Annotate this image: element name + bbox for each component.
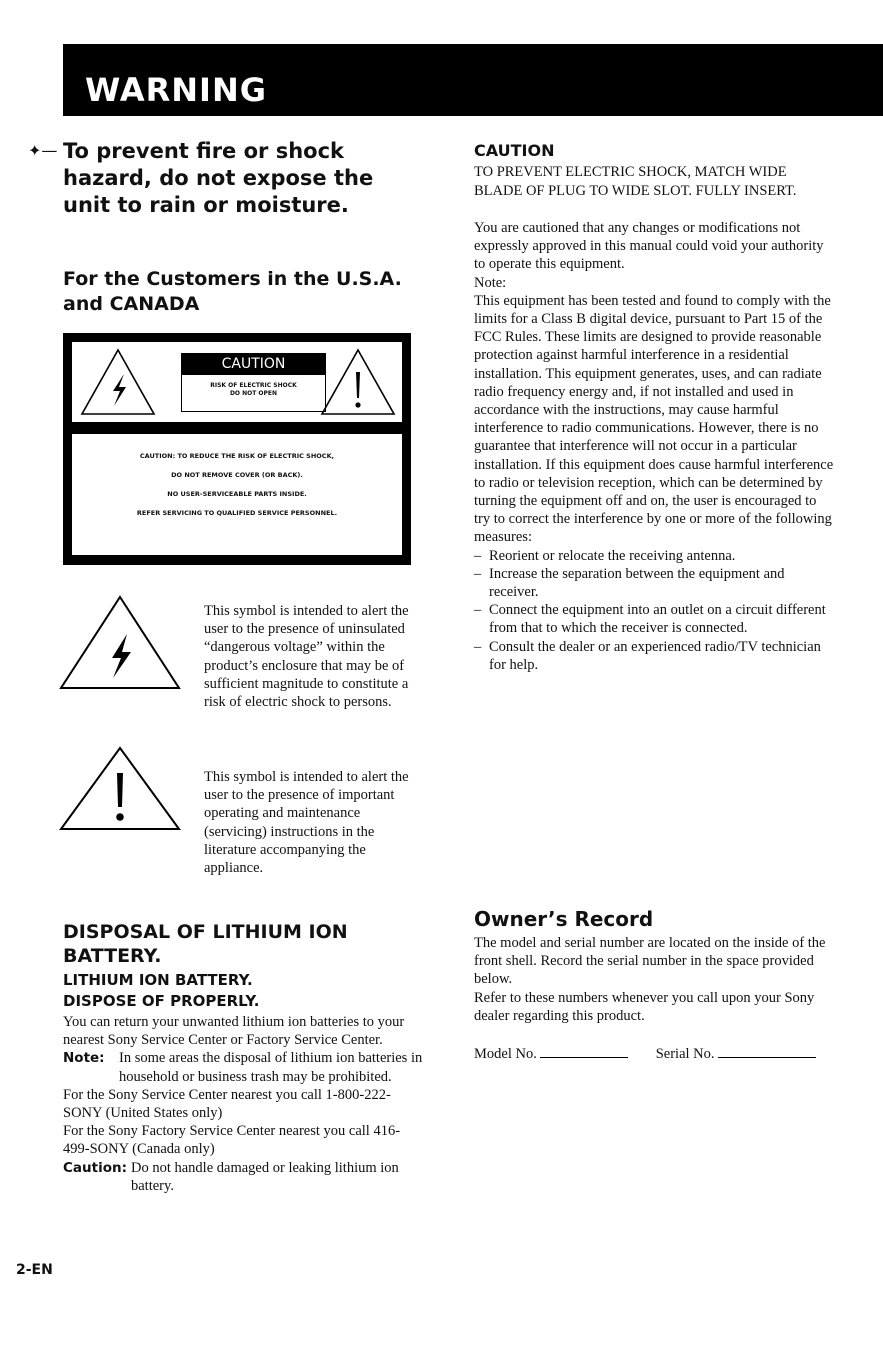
caution-caps-text: TO PREVENT ELECTRIC SHOCK, MATCH WIDE BLADE OF PLUG TO WIDE SLOT. FULLY INSERT.	[474, 164, 797, 199]
caution-label-sub2: DO NOT OPEN	[229, 390, 278, 397]
disposal-note	[63, 1049, 423, 1085]
caution-heading: CAUTION	[474, 141, 555, 160]
disposal-para: You can return your unwanted lithium ion batteries to your nearest Sony Service Center or Factory Service Center.	[63, 1014, 405, 1049]
lightning-symbol-icon	[57, 594, 183, 692]
main-warning-heading: To prevent fire or shock hazard, do not expose the unit to rain or moisture.	[63, 139, 374, 217]
caution-label-bottom	[72, 434, 402, 555]
fcc-note-label: Note:	[474, 274, 507, 291]
disposal-caution-text: Do not handle damaged or leaking lithium ion battery.	[131, 1159, 399, 1194]
serial-label: Serial No.	[655, 1046, 715, 1063]
caution-label-caption: CAUTION	[182, 354, 325, 375]
warning-banner	[63, 44, 883, 116]
exclamation-symbol-icon	[57, 745, 183, 833]
model-label: Model No.	[474, 1046, 537, 1063]
caution-label-inner	[181, 353, 326, 412]
model-field[interactable]	[540, 1045, 628, 1058]
model-serial-row	[474, 1045, 834, 1063]
owners-record-heading: Owner’s Record	[474, 907, 654, 931]
disposal-note-text: In some areas the disposal of lithium ion batteries in household or business trash may be prohibited.	[119, 1050, 423, 1085]
caution-label-line: REFER SERVICING TO QUALIFIED SERVICE PERSONNEL.	[136, 509, 338, 517]
star-marker-icon: ✦—	[28, 141, 58, 160]
fcc-para2: This equipment has been tested and found to comply with the limits for a Class B digital device, pursuant to Part 15 of the FCC Rules. These limits are designed to provide reasonable protection against harmful interference in a residential installation. This equipment generates, uses, and can radiate radio frequency energy and, if not installed and used in accordance with the instructions, may cause harmful interference to radio communications. However, there is no guarantee that interference will not occur in a particular installation. If this equipment does cause harmful interference to radio or television reception, which can be determined by turning the equipment off and on, the user is encouraged to try to correct the interference by one or more of the following measures:	[474, 292, 834, 546]
symbol2-description: This symbol is intended to alert the user to the presence of important operating and maintenance (servicing) instructions in the literature accompanying the appliance.	[204, 769, 409, 877]
disposal-sub1: LITHIUM ION BATTERY.	[63, 971, 253, 989]
disposal-section	[63, 920, 423, 1195]
symbol1-description: This symbol is intended to alert the user to the presence of uninsulated “dangerous voltage” within the product’s enclosure that may be of sufficient magnitude to constitute a risk of electric shock to persons.	[204, 603, 409, 711]
disposal-note-label: Note:	[63, 1050, 105, 1067]
disposal-caution	[63, 1159, 423, 1195]
list-item: – Increase the separation between the equipment and receiver.	[474, 565, 834, 601]
fcc-measures-list	[474, 547, 834, 674]
caution-label-sub1: RISK OF ELECTRIC SHOCK	[210, 382, 297, 389]
page-number: 2-EN	[16, 1262, 53, 1278]
caution-label-top	[72, 342, 402, 422]
list-item: – Connect the equipment into an outlet on a circuit different from that to which the receiver is connected.	[474, 601, 834, 637]
serial-field[interactable]	[718, 1045, 816, 1058]
owners-record-para1: The model and serial number are located on the inside of the front shell. Record the serial number in the space provided below.	[474, 935, 826, 988]
fcc-section	[474, 219, 834, 674]
caution-label-box	[63, 333, 411, 565]
caution-label-line: NO USER-SERVICEABLE PARTS INSIDE.	[167, 490, 307, 498]
owners-record-section	[474, 907, 834, 1063]
list-item: – Reorient or relocate the receiving antenna.	[474, 547, 834, 565]
disposal-caution-label: Caution:	[63, 1159, 127, 1176]
exclamation-warning-icon	[320, 348, 396, 416]
caution-label-line: CAUTION: TO REDUCE THE RISK OF ELECTRIC SHOCK,	[139, 452, 335, 460]
owners-record-para2: Refer to these numbers whenever you call upon your Sony dealer regarding this product.	[474, 989, 815, 1024]
fcc-para1: You are cautioned that any changes or modifications not expressly approved in this manual could void your authority to operate this equipment.	[474, 220, 824, 273]
list-item: – Consult the dealer or an experienced radio/TV technician for help.	[474, 638, 834, 674]
warning-title: WARNING	[85, 71, 267, 109]
caution-label-line: DO NOT REMOVE COVER (OR BACK).	[171, 471, 303, 479]
us-contact: For the Sony Service Center nearest you call 1-800-222-SONY (United States only)	[63, 1086, 391, 1122]
canada-contact: For the Sony Factory Service Center nearest you call 416-499-SONY (Canada only)	[63, 1123, 401, 1158]
customers-heading: For the Customers in the U.S.A. and CANADA	[63, 268, 402, 315]
disposal-sub2: DISPOSE OF PROPERLY.	[63, 992, 260, 1010]
disposal-heading: DISPOSAL OF LITHIUM ION BATTERY.	[63, 921, 348, 967]
lightning-warning-icon	[80, 348, 156, 416]
